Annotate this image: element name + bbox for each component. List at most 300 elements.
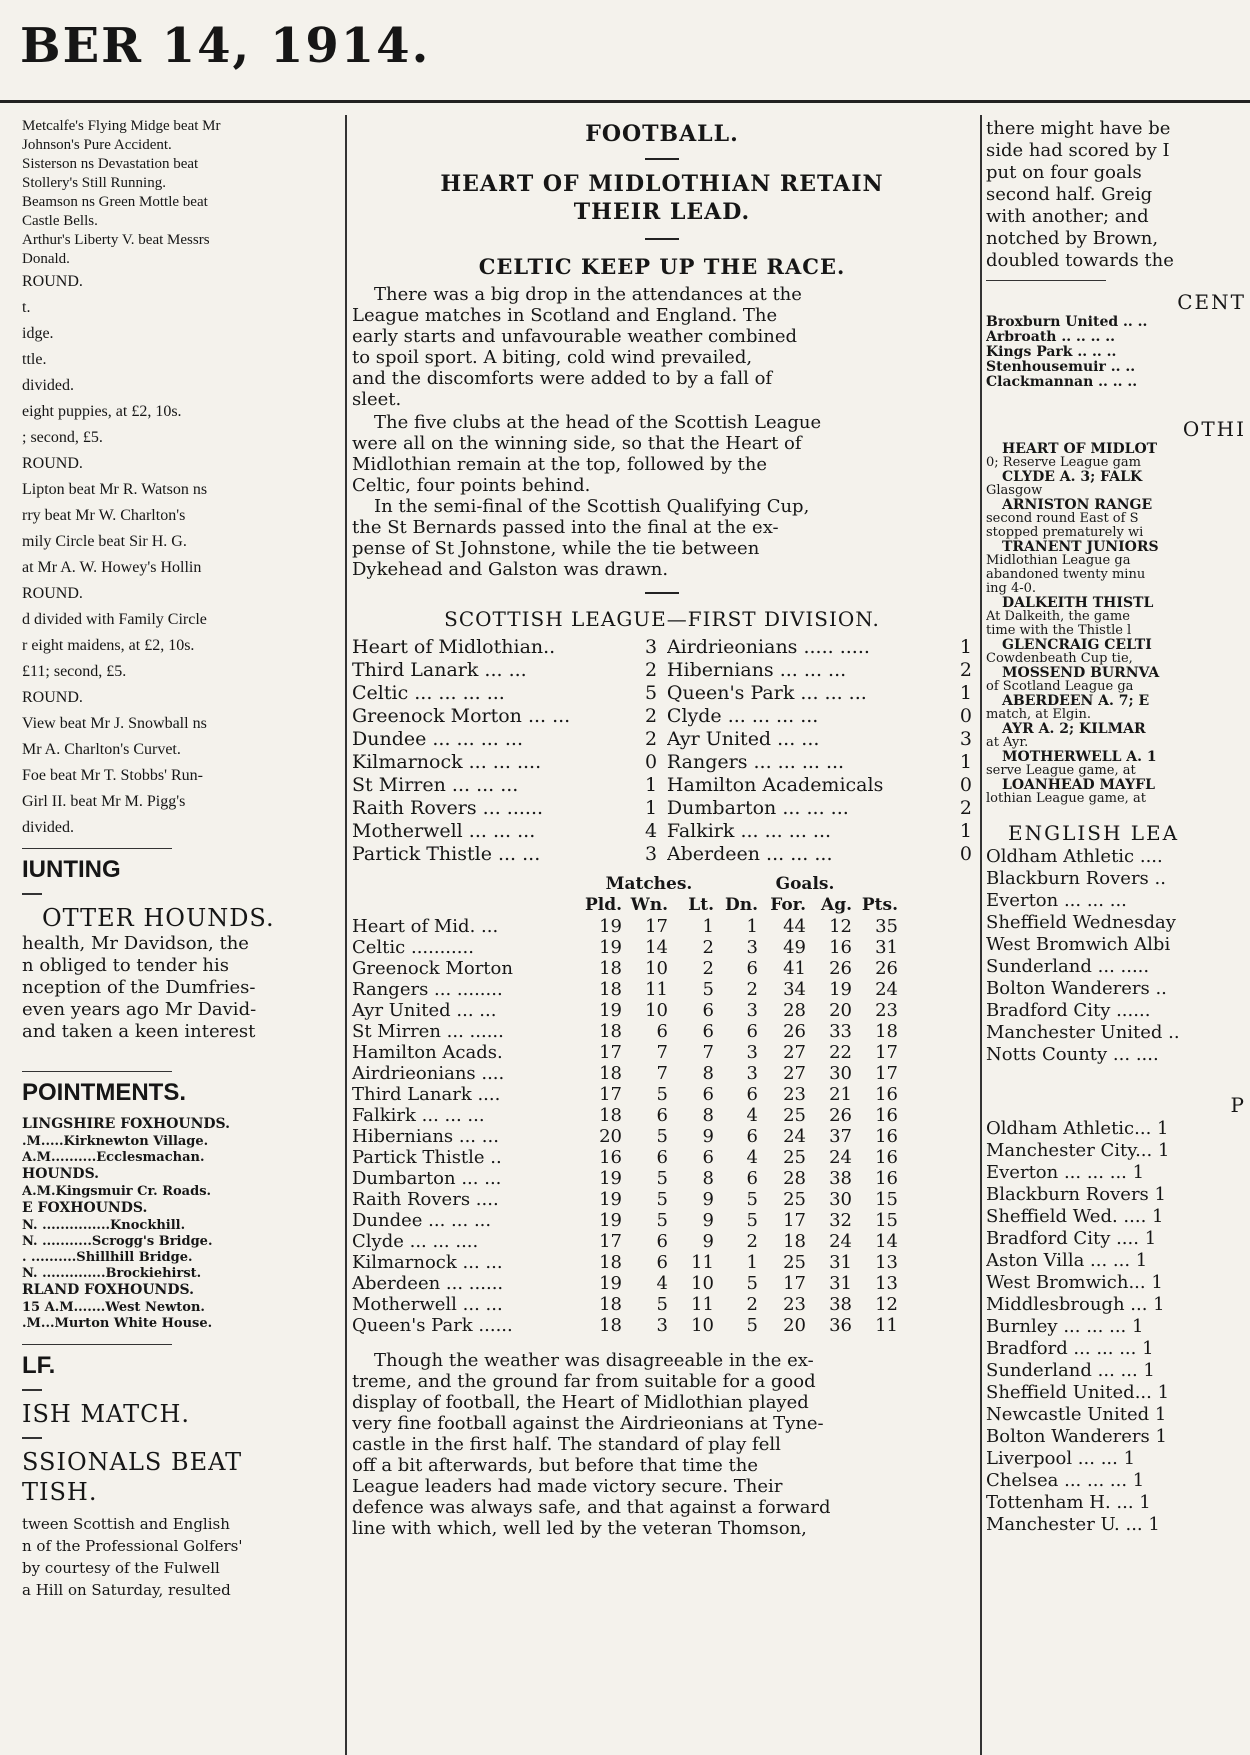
text-line: View beat Mr J. Snowball ns: [22, 715, 207, 732]
english-result: Bolton Wanderers ..: [986, 978, 1167, 999]
text-line: health, Mr Davidson, the: [22, 933, 249, 954]
stat-pts: 14: [875, 1231, 898, 1252]
english-table-row: Bradford City .... 1: [986, 1228, 1157, 1249]
text-line: Cowdenbeath Cup tie,: [986, 651, 1133, 666]
match-report: [352, 1350, 972, 1539]
text-line: eight puppies, at £2, 10s.: [22, 403, 182, 420]
text-line: notched by Brown,: [986, 228, 1159, 249]
table-row: [352, 1042, 898, 1063]
text-line: second round East of S: [986, 511, 1139, 526]
stat-d: 6: [746, 1168, 758, 1189]
stat-pts: 13: [875, 1252, 898, 1273]
english-table-row: Sheffield Wed. .... 1: [986, 1206, 1164, 1227]
stat-w: 7: [656, 1063, 668, 1084]
stat-f: 27: [783, 1063, 806, 1084]
away-score: 2: [959, 659, 972, 681]
stat-a: 20: [829, 1000, 852, 1021]
text-line: t.: [22, 299, 31, 316]
column-header: Dn.: [724, 895, 758, 915]
text-line: CLYDE A. 3; FALK: [1002, 469, 1143, 485]
stat-l: 9: [702, 1231, 714, 1252]
stat-pts: 26: [875, 958, 898, 979]
stat-a: 24: [829, 1231, 852, 1252]
stat-w: 10: [645, 958, 668, 979]
stat-d: 3: [746, 1063, 758, 1084]
stat-d: 6: [746, 1126, 758, 1147]
stat-l: 10: [691, 1273, 714, 1294]
table-row: [352, 958, 898, 979]
stat-f: 17: [783, 1210, 806, 1231]
stat-pts: 16: [875, 1168, 898, 1189]
section-rule: [22, 1344, 172, 1345]
coursing-results: [22, 118, 340, 842]
text-line: ROUND.: [22, 273, 83, 290]
golf-heading: LF.: [22, 1352, 56, 1379]
stat-p: 20: [599, 1126, 622, 1147]
home-score: 2: [644, 728, 658, 750]
away-score: 2: [959, 797, 972, 819]
team-name: Dundee ... ... ...: [352, 1210, 492, 1231]
text-line: ARNISTON RANGE: [1002, 497, 1153, 513]
team-name: Hamilton Acads.: [352, 1042, 503, 1063]
stat-pts: 13: [875, 1273, 898, 1294]
stat-w: 5: [656, 1168, 668, 1189]
central-league-results: [986, 315, 1250, 390]
stat-a: 12: [829, 916, 852, 937]
central-team: Arbroath .. .. .. ..: [986, 329, 1115, 345]
column-header: Lt.: [688, 895, 714, 915]
stat-pts: 35: [875, 916, 898, 937]
text-line: sleet.: [352, 389, 402, 410]
text-line: Midlothian League ga: [986, 553, 1131, 568]
column-header: Pts.: [861, 895, 898, 915]
away-score: 1: [959, 820, 972, 842]
stat-a: 24: [829, 1147, 852, 1168]
text-line: at Mr A. W. Howey's Hollin: [22, 559, 202, 576]
table-row: [352, 1294, 898, 1315]
text-line: and the discomforts were added to by a fall of: [352, 368, 773, 389]
result-row: [352, 751, 972, 774]
stat-l: 9: [702, 1210, 714, 1231]
column-header: Ag.: [821, 895, 852, 915]
stat-f: 41: [783, 958, 806, 979]
text-line: very fine football against the Airdrieonians at Tyne-: [352, 1413, 824, 1434]
central-team: Clackmannan .. .. ..: [986, 374, 1138, 390]
stat-d: 1: [746, 1252, 758, 1273]
stat-pts: 23: [875, 1000, 898, 1021]
dash-rule: [645, 238, 679, 240]
meet-line: A.M.Kingsmuir Cr. Roads.: [22, 1184, 212, 1199]
stat-p: 18: [599, 1021, 622, 1042]
away-score: 0: [959, 705, 972, 727]
text-line: by courtesy of the Fulwell: [22, 1559, 220, 1577]
english-result: Blackburn Rovers ..: [986, 868, 1166, 889]
stat-pts: 16: [875, 1084, 898, 1105]
text-line: ; second, £5.: [22, 429, 103, 446]
home-team: Celtic ... ... ... ...: [352, 682, 505, 704]
table-row: [352, 1000, 898, 1021]
team-name: Airdrieonians ....: [352, 1063, 505, 1084]
league-table: [352, 874, 898, 1336]
text-line: Lipton beat Mr R. Watson ns: [22, 481, 208, 498]
division-heading: SCOTTISH LEAGUE—FIRST DIVISION.: [444, 607, 880, 631]
text-line: the St Bernards passed into the final at the ex-: [352, 517, 779, 538]
home-score: 1: [644, 774, 658, 796]
match-heading: ISH MATCH.: [22, 1400, 191, 1428]
stat-l: 10: [691, 1315, 714, 1336]
text-line: ttle.: [22, 351, 47, 368]
text-line: pense of St Johnstone, while the tie between: [352, 538, 760, 559]
stat-a: 32: [829, 1210, 852, 1231]
stat-pts: 17: [875, 1063, 898, 1084]
golf-report: [22, 1513, 340, 1601]
stat-a: 22: [829, 1042, 852, 1063]
team-name: Motherwell ... ...: [352, 1294, 503, 1315]
text-line: Johnson's Pure Accident.: [22, 137, 172, 153]
result-row: [352, 797, 972, 820]
home-team: Motherwell ... ... ...: [352, 820, 536, 842]
text-line: ing 4-0.: [986, 581, 1037, 596]
central-team: Broxburn United .. ..: [986, 314, 1148, 330]
text-line: stopped prematurely wi: [986, 525, 1144, 540]
text-line: Girl II. beat Mr M. Pigg's: [22, 793, 186, 810]
stat-l: 11: [691, 1252, 714, 1273]
stat-l: 5: [702, 979, 714, 1000]
team-name: Third Lanark ....: [352, 1084, 501, 1105]
stat-p: 19: [599, 916, 622, 937]
team-name: Partick Thistle ..: [352, 1147, 502, 1168]
home-team: Kilmarnock ... ... ....: [352, 751, 542, 773]
text-line: time with the Thistle l: [986, 623, 1132, 638]
stat-w: 6: [656, 1021, 668, 1042]
stat-d: 5: [746, 1273, 758, 1294]
stat-w: 5: [656, 1084, 668, 1105]
home-score: 1: [644, 797, 658, 819]
stat-p: 19: [599, 1210, 622, 1231]
professionals-heading-line1: SSIONALS BEAT: [22, 1448, 243, 1476]
left-column: [22, 118, 340, 1601]
home-team: Partick Thistle ... ...: [352, 843, 541, 865]
stat-p: 19: [599, 1189, 622, 1210]
meet-line: N. ..............Brockiehirst.: [22, 1266, 202, 1281]
text-line: display of football, the Heart of Midlothian played: [352, 1392, 809, 1413]
stat-f: 23: [783, 1084, 806, 1105]
stat-f: 25: [783, 1147, 806, 1168]
english-league-results: [986, 846, 1250, 1066]
goals-group-header: Goals.: [775, 874, 835, 894]
stat-l: 9: [702, 1126, 714, 1147]
stat-a: 33: [829, 1021, 852, 1042]
stat-d: 1: [746, 916, 758, 937]
stat-w: 14: [645, 937, 668, 958]
table-row: [352, 1315, 898, 1336]
dash-rule: [22, 1389, 42, 1391]
home-score: 3: [644, 636, 658, 658]
stat-d: 3: [746, 937, 758, 958]
stat-f: 49: [783, 937, 806, 958]
meet-line: HOUNDS.: [22, 1166, 100, 1182]
text-line: Metcalfe's Flying Midge beat Mr: [22, 118, 221, 134]
text-line: divided.: [22, 819, 74, 836]
text-line: rry beat Mr W. Charlton's: [22, 507, 186, 524]
text-line: to spoil sport. A biting, cold wind prevailed,: [352, 347, 753, 368]
text-line: doubled towards the: [986, 250, 1174, 271]
text-line: castle in the first half. The standard of play fell: [352, 1434, 781, 1455]
stat-p: 18: [599, 1105, 622, 1126]
away-score: 1: [959, 682, 972, 704]
text-line: LOANHEAD MAYFL: [1002, 777, 1155, 793]
table-row: [352, 916, 898, 937]
central-team: Stenhousemuir .. ..: [986, 359, 1136, 375]
stat-l: 6: [702, 1021, 714, 1042]
stat-p: 19: [599, 1000, 622, 1021]
meet-line: 15 A.M.......West Newton.: [22, 1300, 205, 1315]
english-result: Sheffield Wednesday: [986, 912, 1176, 933]
stat-p: 17: [599, 1231, 622, 1252]
other-matches-heading: OTHI: [1182, 417, 1246, 441]
team-name: Heart of Mid. ...: [352, 916, 499, 937]
team-name: Kilmarnock ... ...: [352, 1252, 503, 1273]
stat-f: 17: [783, 1273, 806, 1294]
league-column-headers: [352, 895, 898, 916]
home-score: 2: [644, 659, 658, 681]
english-table-row: Bolton Wanderers 1: [986, 1426, 1167, 1447]
away-team: Rangers ... ... ... ...: [666, 751, 845, 773]
hunting-heading: IUNTING: [22, 856, 121, 883]
stat-l: 6: [702, 1084, 714, 1105]
column-header: Wn.: [630, 895, 668, 915]
stat-f: 25: [783, 1189, 806, 1210]
stat-d: 4: [746, 1105, 758, 1126]
stat-d: 4: [746, 1147, 758, 1168]
english-table-row: Tottenham H. ... 1: [986, 1492, 1151, 1513]
away-team: Falkirk ... ... ... ...: [666, 820, 832, 842]
text-line: second half. Greig: [986, 184, 1153, 205]
text-line: nception of the Dumfries-: [22, 977, 256, 998]
table-row: [352, 1273, 898, 1294]
text-line: ROUND.: [22, 455, 83, 472]
result-row: [352, 728, 972, 751]
stat-p: 18: [599, 1252, 622, 1273]
text-line: divided.: [22, 377, 74, 394]
meet-line: .M.....Kirknewton Village.: [22, 1134, 209, 1149]
central-league-heading: CENT: [1177, 290, 1246, 314]
stat-p: 19: [599, 1273, 622, 1294]
stat-l: 8: [702, 1168, 714, 1189]
stat-w: 5: [656, 1210, 668, 1231]
home-team: Raith Rovers ... ......: [352, 797, 544, 819]
matches-group-header: Matches.: [605, 874, 693, 894]
dash-rule: [22, 1437, 42, 1439]
stat-pts: 18: [875, 1021, 898, 1042]
text-line: put on four goals: [986, 162, 1142, 183]
text-line: 0; Reserve League gam: [986, 455, 1142, 470]
away-team: Dumbarton ... ... ...: [666, 797, 849, 819]
stat-pts: 31: [875, 937, 898, 958]
other-matches-list: [986, 442, 1250, 806]
table-row: [352, 1105, 898, 1126]
english-table-row: Oldham Athletic... 1: [986, 1118, 1169, 1139]
text-line: serve League game, at: [986, 763, 1136, 778]
stat-a: 36: [829, 1315, 852, 1336]
english-table-marker: P: [1230, 1093, 1246, 1117]
stat-d: 5: [746, 1210, 758, 1231]
text-line: with another; and: [986, 206, 1149, 227]
stat-f: 28: [783, 1000, 806, 1021]
stat-d: 3: [746, 1000, 758, 1021]
stat-pts: 16: [875, 1105, 898, 1126]
table-row: [352, 1126, 898, 1147]
text-line: Midlothian remain at the top, followed by the: [352, 454, 768, 475]
stat-f: 20: [783, 1315, 806, 1336]
continued-report: [986, 118, 1250, 272]
result-row: [352, 659, 972, 682]
subheadline: CELTIC KEEP UP THE RACE.: [478, 254, 846, 279]
stat-pts: 17: [875, 1042, 898, 1063]
away-team: Queen's Park ... ... ...: [666, 682, 867, 704]
english-result: Oldham Athletic ....: [986, 846, 1163, 867]
table-row: [352, 1084, 898, 1105]
team-name: Greenock Morton: [352, 958, 513, 979]
dash-rule: [645, 592, 679, 594]
stat-a: 16: [829, 937, 852, 958]
english-table-row: Liverpool ... ... 1: [986, 1448, 1136, 1469]
away-score: 3: [959, 728, 972, 750]
text-line: lothian League game, at: [986, 791, 1146, 806]
stat-w: 6: [656, 1252, 668, 1273]
stat-w: 6: [656, 1105, 668, 1126]
meet-line: RLAND FOXHOUNDS.: [22, 1282, 194, 1298]
text-line: r eight maidens, at £2, 10s.: [22, 637, 195, 654]
text-line: n of the Professional Golfers': [22, 1537, 243, 1555]
text-line: d divided with Family Circle: [22, 611, 207, 628]
table-row: [352, 1231, 898, 1252]
stat-a: 26: [829, 1105, 852, 1126]
stat-p: 18: [599, 1294, 622, 1315]
english-table-row: Newcastle United 1: [986, 1404, 1167, 1425]
stat-f: 25: [783, 1252, 806, 1273]
stat-l: 8: [702, 1063, 714, 1084]
text-line: match, at Elgin.: [986, 707, 1091, 722]
home-team: St Mirren ... ... ...: [352, 774, 519, 796]
otter-hounds-heading: OTTER HOUNDS.: [42, 904, 275, 932]
center-column: [352, 120, 972, 1539]
stat-p: 18: [599, 958, 622, 979]
english-table-row: West Bromwich... 1: [986, 1272, 1163, 1293]
home-team: Third Lanark ... ...: [352, 659, 527, 681]
meet-line: N. ...............Knockhill.: [22, 1218, 186, 1233]
english-table-row: Sunderland ... ... 1: [986, 1360, 1155, 1381]
stat-f: 24: [783, 1126, 806, 1147]
table-row: [352, 1168, 898, 1189]
text-line: Glasgow: [986, 483, 1043, 498]
team-name: Queen's Park ......: [352, 1315, 513, 1336]
meet-line: N. ...........Scrogg's Bridge.: [22, 1234, 213, 1249]
text-line: DALKEITH THISTL: [1002, 595, 1154, 611]
team-name: Aberdeen ... ......: [352, 1273, 504, 1294]
stat-pts: 16: [875, 1147, 898, 1168]
text-line: AYR A. 2; KILMAR: [1002, 721, 1146, 737]
section-rule: [986, 280, 1106, 281]
away-score: 1: [959, 751, 972, 773]
english-table-row: Blackburn Rovers 1: [986, 1184, 1166, 1205]
stat-a: 38: [829, 1294, 852, 1315]
stat-pts: 15: [875, 1210, 898, 1231]
stat-l: 2: [702, 937, 714, 958]
stat-pts: 24: [875, 979, 898, 1000]
english-result: Bradford City ......: [986, 1000, 1151, 1021]
english-result: Everton ... ... ...: [986, 890, 1127, 911]
team-name: Hibernians ... ...: [352, 1126, 499, 1147]
stat-w: 6: [656, 1231, 668, 1252]
stat-d: 2: [746, 979, 758, 1000]
date-header: BER 14, 1914.: [20, 18, 431, 74]
text-line: There was a big drop in the attendances at the: [374, 284, 802, 305]
stat-a: 31: [829, 1273, 852, 1294]
home-team: Heart of Midlothian..: [352, 636, 556, 658]
stat-f: 25: [783, 1105, 806, 1126]
team-name: Clyde ... ... ....: [352, 1231, 479, 1252]
home-team: Greenock Morton ... ...: [352, 705, 571, 727]
stat-d: 6: [746, 958, 758, 979]
stat-pts: 12: [875, 1294, 898, 1315]
text-line: Mr A. Charlton's Curvet.: [22, 741, 181, 758]
english-result: Sunderland ... .....: [986, 956, 1150, 977]
text-line: Foe beat Mr T. Stobbs' Run-: [22, 767, 203, 784]
text-line: of Scotland League ga: [986, 679, 1134, 694]
text-line: line with which, well led by the veteran Thomson,: [352, 1518, 807, 1539]
stat-w: 5: [656, 1126, 668, 1147]
text-line: idge.: [22, 325, 54, 342]
stat-f: 26: [783, 1021, 806, 1042]
column-divider-right: [980, 115, 982, 1755]
stat-l: 6: [702, 1147, 714, 1168]
stat-d: 2: [746, 1231, 758, 1252]
text-line: and taken a keen interest: [22, 1021, 256, 1042]
meet-line: E FOXHOUNDS.: [22, 1200, 148, 1216]
text-line: Arthur's Liberty V. beat Messrs: [22, 232, 210, 248]
english-league-heading: ENGLISH LEA: [1008, 821, 1180, 845]
away-team: Ayr United ... ...: [666, 728, 820, 750]
result-row: [352, 820, 972, 843]
text-line: In the semi-final of the Scottish Qualifying Cup,: [374, 496, 810, 517]
text-line: ROUND.: [22, 585, 83, 602]
text-line: League matches in Scotland and England. The: [352, 305, 778, 326]
text-line: Sisterson ns Devastation beat: [22, 156, 199, 172]
home-score: 2: [644, 705, 658, 727]
team-name: Rangers ... ........: [352, 979, 503, 1000]
table-row: [352, 937, 898, 958]
section-rule: [22, 1071, 172, 1072]
stat-d: 5: [746, 1315, 758, 1336]
section-rule: [22, 848, 172, 849]
english-result: Notts County ... ....: [986, 1044, 1159, 1065]
stat-a: 30: [829, 1189, 852, 1210]
stat-f: 23: [783, 1294, 806, 1315]
home-score: 5: [644, 682, 658, 704]
text-line: Dykehead and Galston was drawn.: [352, 559, 669, 580]
home-score: 4: [644, 820, 658, 842]
text-line: there might have be: [986, 118, 1171, 139]
english-league-table: [986, 1118, 1250, 1536]
stat-d: 5: [746, 1189, 758, 1210]
english-result: West Bromwich Albi: [986, 934, 1171, 955]
text-line: GLENCRAIG CELTI: [1002, 637, 1152, 653]
central-team: Kings Park .. .. ..: [986, 344, 1117, 360]
text-line: Beamson ns Green Mottle beat: [22, 194, 208, 210]
stat-f: 34: [783, 979, 806, 1000]
stat-f: 18: [783, 1231, 806, 1252]
